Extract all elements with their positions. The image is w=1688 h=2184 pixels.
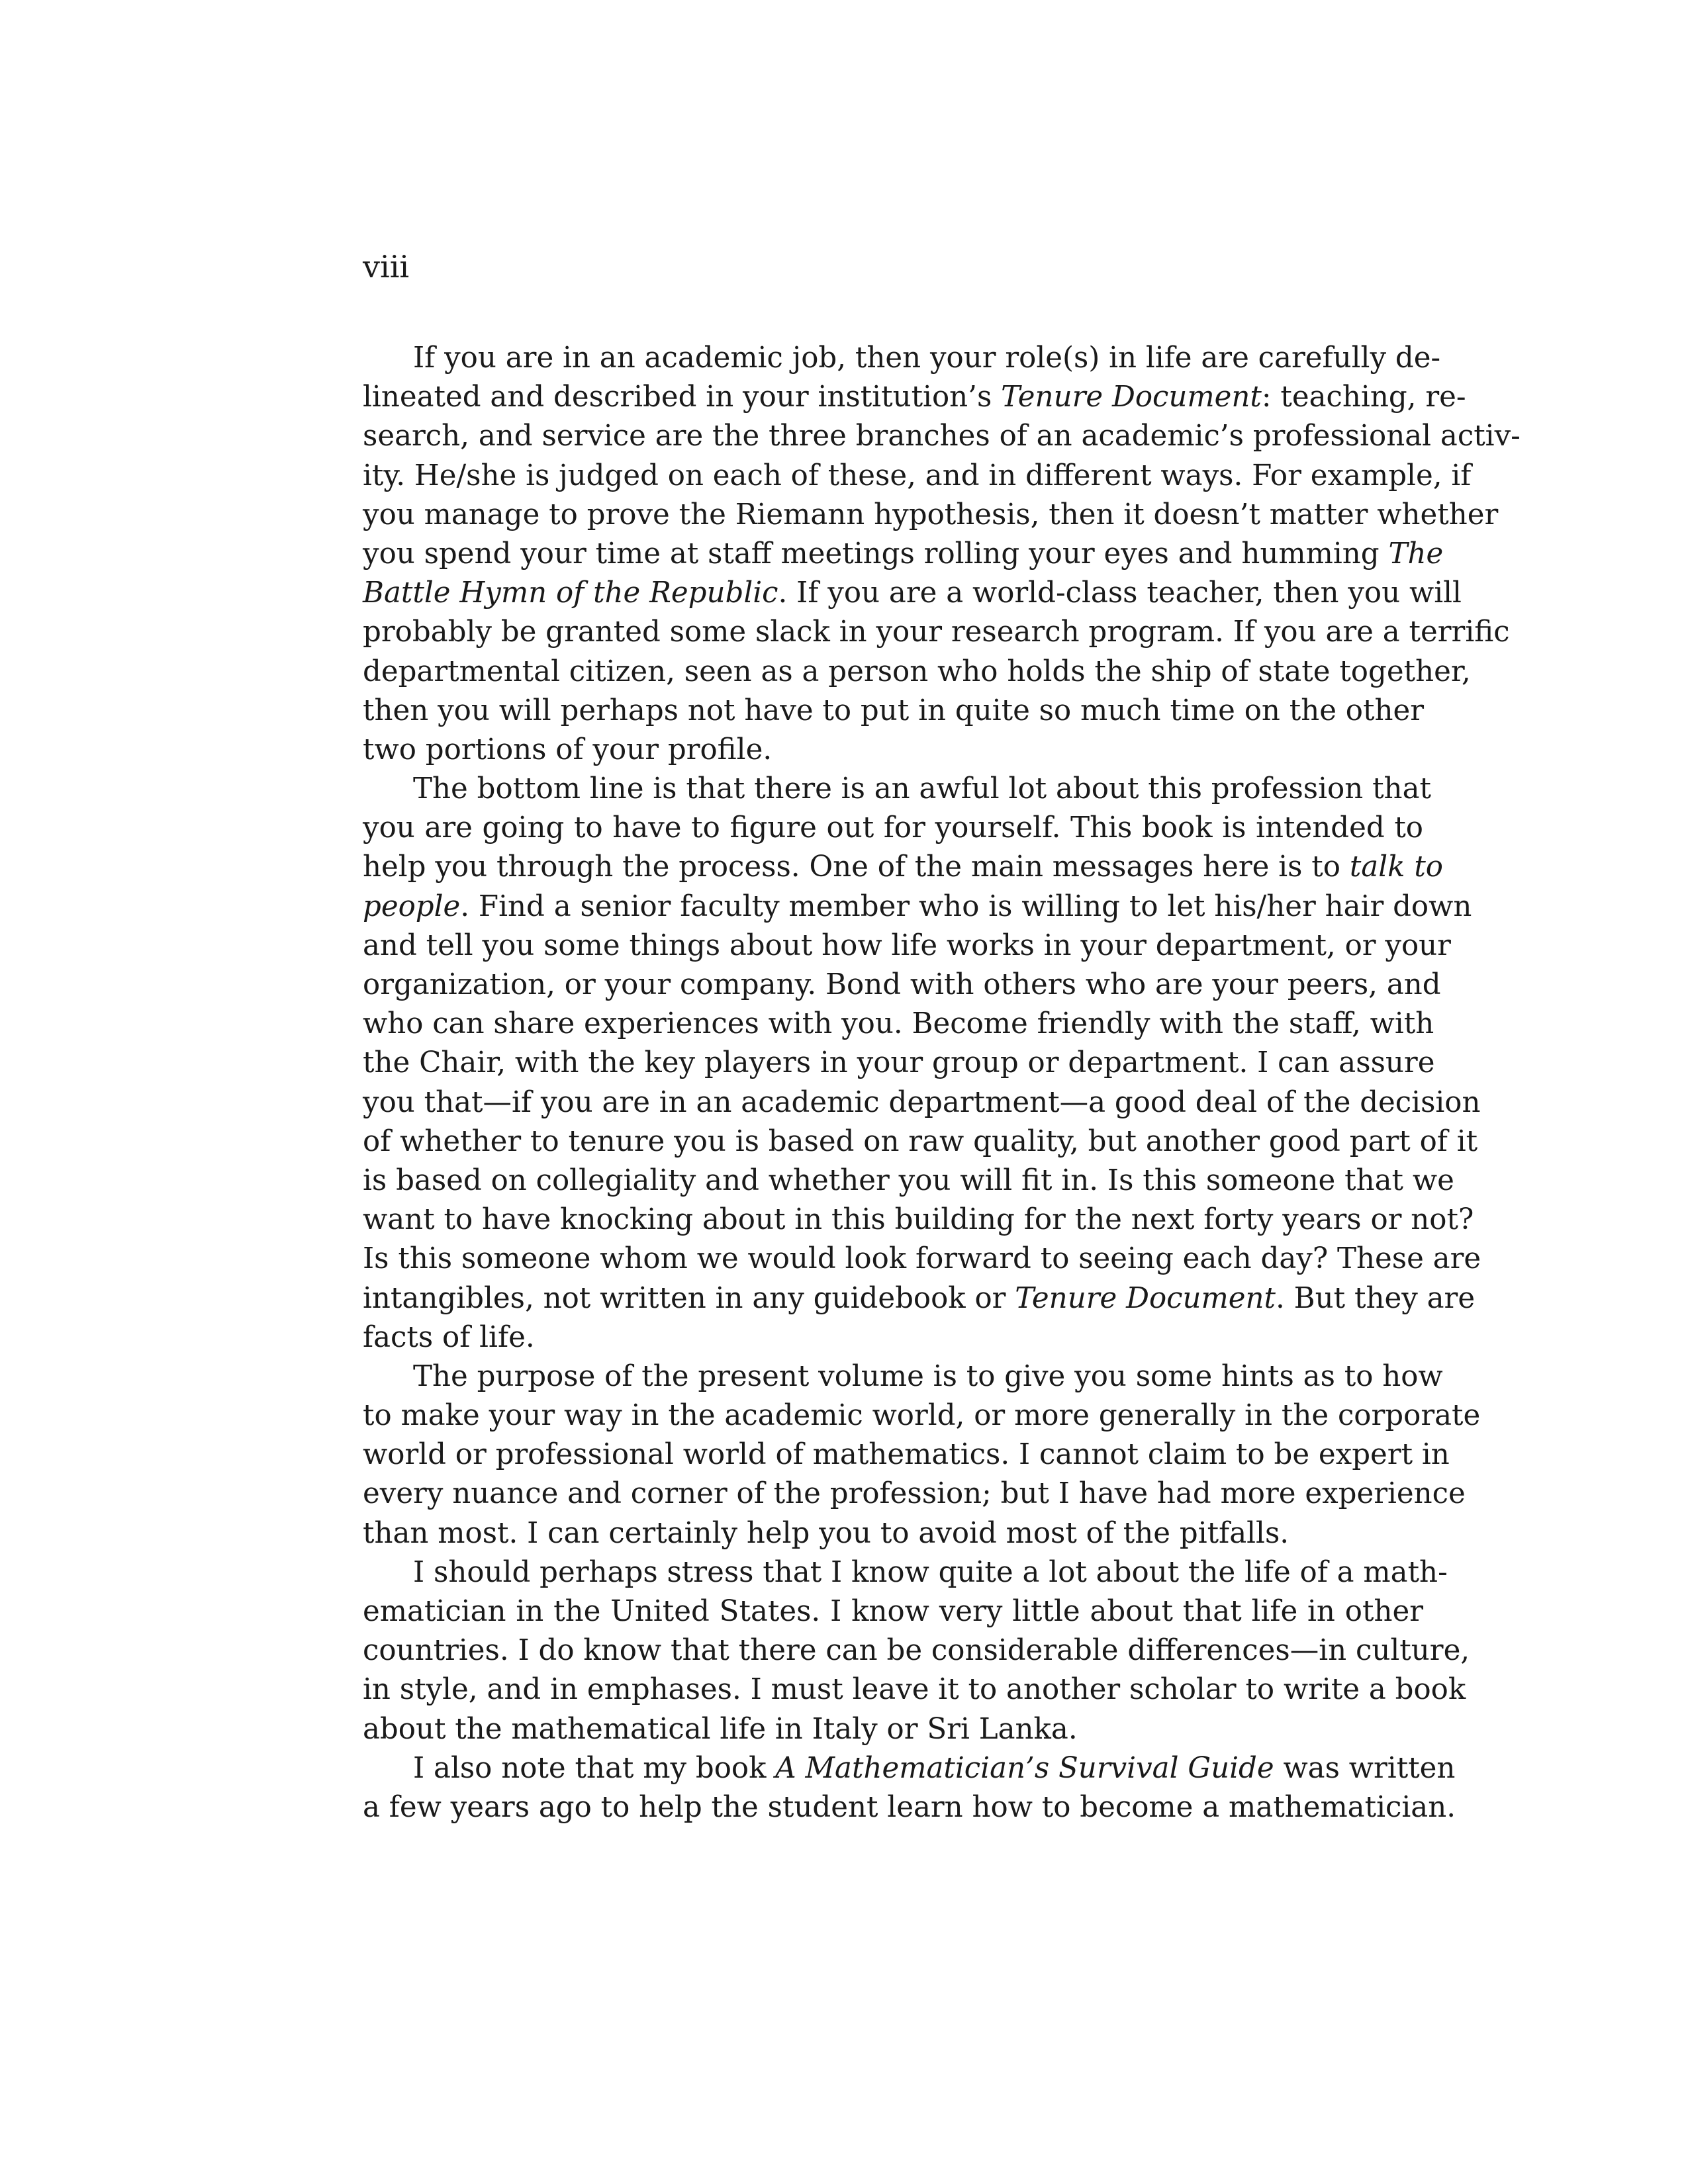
italic-phrase: A Mathematician’s Survival Guide — [775, 1751, 1274, 1785]
paragraph-1 — [363, 339, 1521, 770]
text-line: search, and service are the three branches of an academic’s professional activ- — [363, 420, 1521, 453]
text-line: you spend your time at staff meetings rolling your eyes and humming The — [363, 537, 1444, 570]
paragraph-3 — [363, 1357, 1481, 1553]
text-line: you manage to prove the Riemann hypothesis, then it doesn’t matter whether — [363, 498, 1499, 531]
text-line: every nuance and corner of the profession; but I have had more experience — [363, 1477, 1466, 1511]
italic-phrase: Tenure Document — [1001, 381, 1262, 414]
text-line: probably be granted some slack in your research program. If you are a terrific — [363, 615, 1510, 649]
text-line: you are going to have to figure out for yourself. This book is intended to — [363, 811, 1423, 845]
text-line: and tell you some things about how life works in your department, or your — [363, 929, 1451, 962]
text-line: world or professional world of mathematics. I cannot claim to be expert in — [363, 1438, 1450, 1472]
body-text — [363, 339, 1521, 1827]
page-number: viii — [363, 249, 410, 285]
text-line: The bottom line is that there is an awful lot about this profession that — [413, 772, 1431, 806]
text-line: than most. I can certainly help you to avoid most of the pitfalls. — [363, 1516, 1289, 1550]
text-line: in style, and in emphases. I must leave it to another scholar to write a book — [363, 1673, 1466, 1707]
text-line: lineated and described in your institution’s Tenure Document: teaching, re- — [363, 381, 1466, 414]
text-line: I also note that my book A Mathematician’s Survival Guide was written — [413, 1751, 1456, 1785]
text-line: organization, or your company. Bond with others who are your peers, and — [363, 968, 1441, 1001]
text-line: then you will perhaps not have to put in quite so much time on the other — [363, 694, 1425, 727]
text-line: The purpose of the present volume is to give you some hints as to how — [413, 1359, 1443, 1393]
text-line: If you are in an academic job, then your role(s) in life are carefully de- — [413, 341, 1441, 375]
text-line: you that—if you are in an academic department—a good deal of the decision — [363, 1085, 1481, 1119]
italic-phrase: Tenure Document — [1015, 1281, 1276, 1315]
text-line: departmental citizen, seen as a person who holds the ship of state together, — [363, 655, 1471, 688]
text-line: Is this someone whom we would look forward to seeing each day? These are — [363, 1242, 1481, 1276]
text-line: intangibles, not written in any guidebook or Tenure Document. But they are — [363, 1281, 1476, 1315]
italic-phrase: Battle Hymn of the Republic — [363, 576, 778, 610]
text-line: about the mathematical life in Italy or Sri Lanka. — [363, 1712, 1078, 1746]
italic-phrase: The — [1388, 537, 1444, 570]
paragraph-4 — [363, 1553, 1470, 1749]
italic-phrase: people — [363, 889, 461, 923]
text-line: the Chair, with the key players in your group or department. I can assure — [363, 1046, 1435, 1080]
text-line: facts of life. — [363, 1320, 535, 1354]
text-line: to make your way in the academic world, or more generally in the corporate — [363, 1399, 1481, 1433]
paragraph-2 — [363, 770, 1481, 1357]
text-line: countries. I do know that there can be considerable differences—in culture, — [363, 1634, 1470, 1668]
paragraph-5 — [363, 1749, 1456, 1827]
text-line: I should perhaps stress that I know quite a lot about the life of a math- — [413, 1555, 1448, 1589]
text-line: want to have knocking about in this building for the next forty years or not? — [363, 1203, 1474, 1237]
text-line: of whether to tenure you is based on raw quality, but another good part of it — [363, 1124, 1478, 1158]
text-line: who can share experiences with you. Become friendly with the staff, with — [363, 1007, 1434, 1041]
text-line: ematician in the United States. I know very little about that life in other — [363, 1595, 1423, 1628]
text-line: help you through the process. One of the main messages here is to talk to — [363, 850, 1443, 884]
text-line: two portions of your profile. — [363, 733, 773, 766]
italic-phrase: talk to — [1349, 850, 1443, 884]
text-line: people. Find a senior faculty member who is willing to let his/her hair down — [363, 889, 1472, 923]
text-line: Battle Hymn of the Republic. If you are a world-class teacher, then you will — [363, 576, 1462, 610]
text-line: a few years ago to help the student learn how to become a mathematician. — [363, 1790, 1456, 1824]
text-line: is based on collegiality and whether you will fit in. Is this someone that we — [363, 1163, 1454, 1197]
text-line: ity. He/she is judged on each of these, and in different ways. For example, if — [363, 459, 1472, 492]
